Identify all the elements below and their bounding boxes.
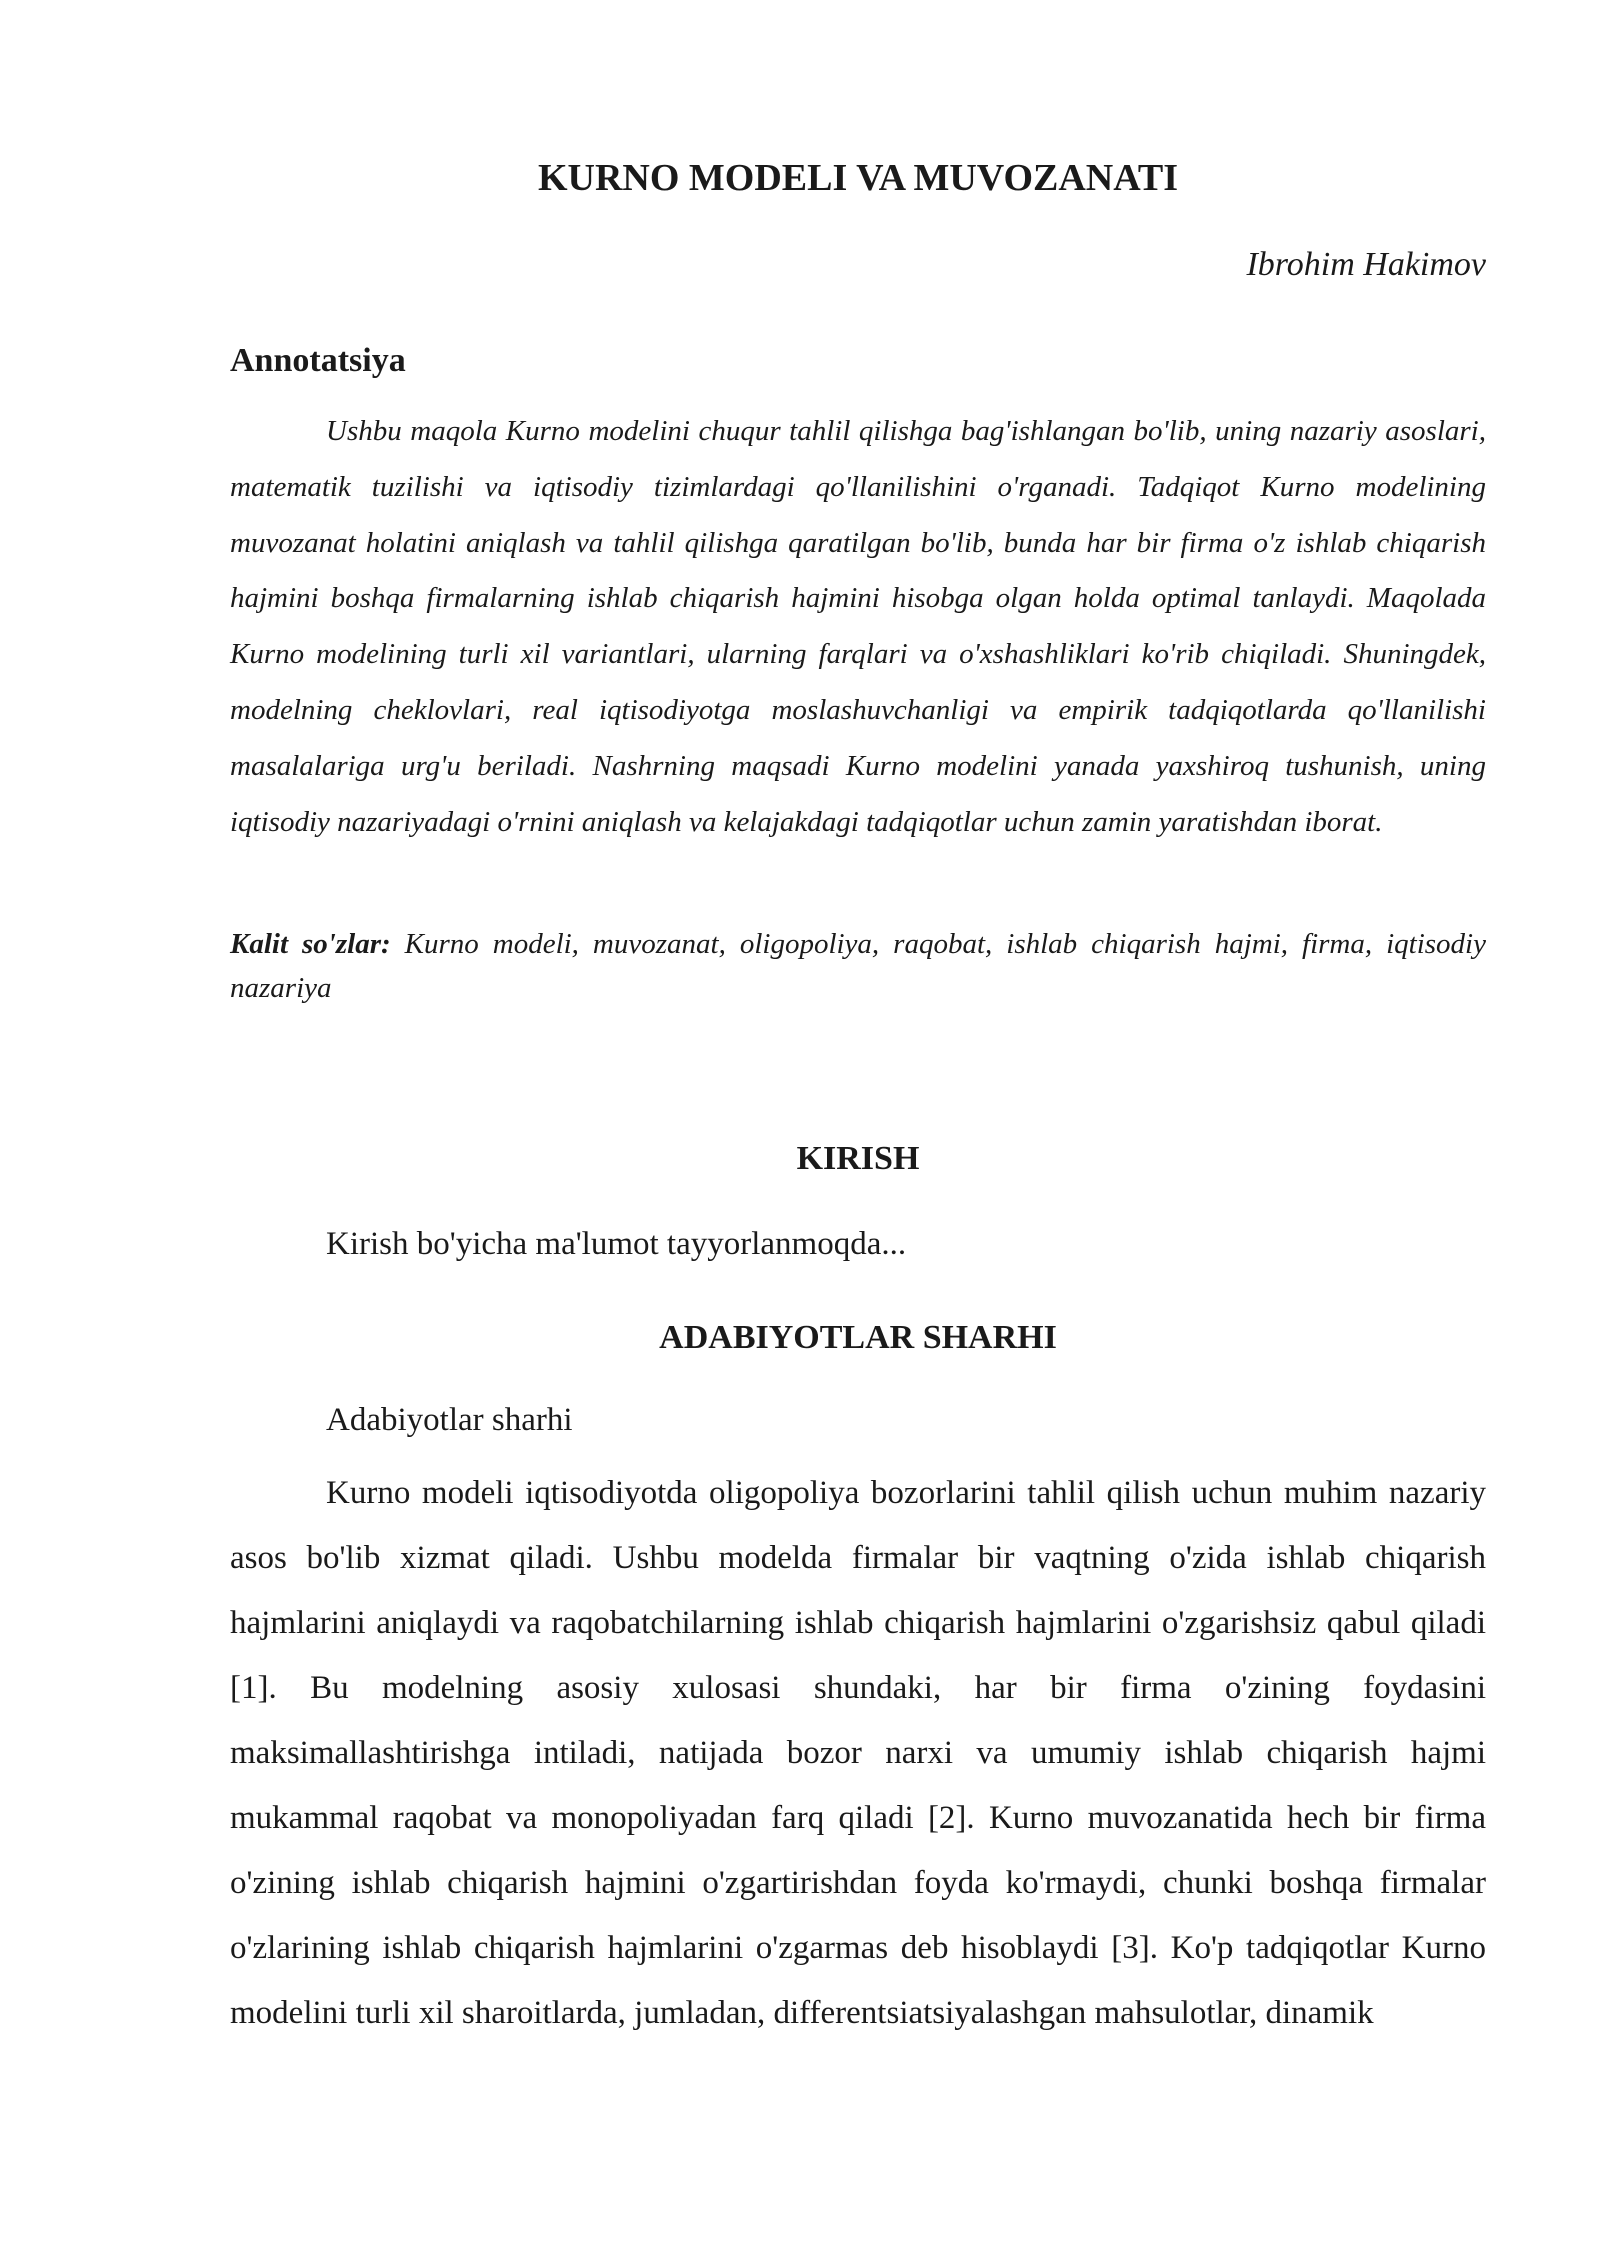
keywords-list: Kurno modeli, muvozanat, oligopoliya, raqobat, ishlab chiqarish hajmi, firma, iqtisodiy nazariya bbox=[230, 928, 1486, 1004]
adabiyotlar-paragraph: Kurno modeli iqtisodiyotda oligopoliya bozorlarini tahlil qilish uchun muhim nazariy asos bo'lib xizmat qiladi. Ushbu modelda firmalar bir vaqtning o'zida ishlab chiqarish hajmlarini aniqlaydi va raqobatchilarning ishlab chiqarish hajmlarini o'zgarishsiz qabul qiladi [1]. Bu modelning asosiy xulosasi shundaki, har bir firma o'zining foydasini maksimallashtirishga intiladi, natijada bozor narxi va umumiy ishlab chiqarish hajmi mukammal raqobat va monopoliyadan farq qiladi [2]. Kurno muvozanatida hech bir firma o'zining ishlab chiqarish hajmini o'zgartirishdan foyda ko'rmaydi, chunki boshqa firmalar o'zlarining ishlab chiqarish hajmlarini o'zgarmas deb hisoblaydi [3]. Ko'p tadqiqotlar Kurno modelini turli xil sharoitlarda, jumladan, differentsiatsiyalashgan mahsulotlar, dinamik bbox=[230, 1475, 1486, 2031]
kirish-text: Kirish bo'yicha ma'lumot tayyorlanmoqda... bbox=[326, 1226, 907, 1262]
adabiyotlar-subtitle: Adabiyotlar sharhi bbox=[326, 1402, 573, 1438]
keywords-label: Kalit so'zlar: bbox=[230, 928, 391, 960]
keywords-paragraph bbox=[230, 922, 1486, 1010]
paper-title: KURNO MODELI VA MUVOZANATI bbox=[537, 157, 1179, 199]
author-name: Ibrohim Hakimov bbox=[1246, 246, 1486, 283]
section-heading-kirish: KIRISH bbox=[796, 1140, 920, 1177]
section-heading-adabiyotlar: ADABIYOTLAR SHARHI bbox=[659, 1319, 1057, 1356]
annotation-text: Ushbu maqola Kurno modelini chuqur tahlil qilishga bag'ishlangan bo'lib, uning nazariy asoslari, matematik tuzilishi va iqtisodiy tizimlardagi qo'llanilishini o'rganadi. Tadqiqot Kurno modelining muvozanat holatini aniqlash va tahlil qilishga qaratilgan bo'lib, bunda har bir firma o'z ishlab chiqarish hajmini boshqa firmalarning ishlab chiqarish hajmini hisobga olgan holda optimal tanlaydi. Maqolada Kurno modelining turli xil variantlari, ularning farqlari va o'xshashliklari ko'rib chiqiladi. Shuningdek, modelning cheklovlari, real iqtisodiyotga moslashuvchanligi va empirik tadqiqotlarda qo'llanilishi masalalariga urg'u beriladi. Nashrning maqsadi Kurno modelini yanada yaxshiroq tushunish, uning iqtisodiy nazariyadagi o'rnini aniqlash va kelajakdagi tadqiqotlar uchun zamin yaratishdan iborat. bbox=[230, 415, 1486, 838]
annotation-heading: Annotatsiya bbox=[230, 342, 406, 379]
